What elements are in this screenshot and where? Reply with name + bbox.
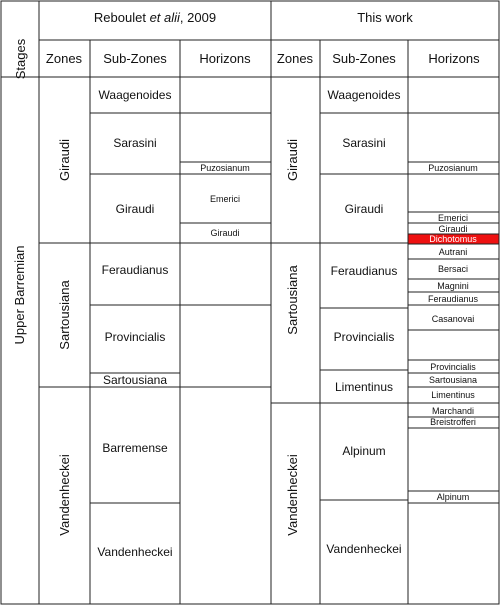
- horizon-right: Casanovai: [431, 314, 475, 324]
- zone-right: Vandenheckei: [285, 454, 300, 536]
- horizon-right: Bersaci: [437, 264, 469, 274]
- zone-left: Vandenheckei: [57, 454, 72, 536]
- zone-left: Sartousiana: [57, 280, 72, 350]
- horizon-right-highlighted: Dichotomus: [429, 234, 477, 244]
- zone-left: Giraudi: [57, 139, 72, 181]
- subzone-left: Barremense: [102, 441, 168, 455]
- horizon-right: Provincialis: [430, 362, 476, 372]
- subzone-left: Vandenheckei: [97, 545, 173, 559]
- horizons-header-left: Horizons: [199, 51, 251, 66]
- horizon-right: Feraudianus: [427, 294, 479, 304]
- subzone-left: Waagenoides: [98, 88, 172, 102]
- horizon-right: Marchandi: [431, 406, 475, 416]
- zones-header-left: Zones: [45, 51, 83, 66]
- subzones-header-left: Sub-Zones: [103, 51, 167, 66]
- subzone-right: Feraudianus: [330, 264, 398, 278]
- subzone-right: Limentinus: [334, 380, 394, 394]
- zones-header-right: Zones: [276, 51, 314, 66]
- horizon-right: Sartousiana: [428, 375, 478, 385]
- subzone-right: Giraudi: [344, 202, 384, 216]
- subzone-left: Sartousiana: [102, 373, 168, 387]
- subzone-right: Waagenoides: [327, 88, 401, 102]
- subzone-left: Feraudianus: [101, 263, 169, 277]
- subzones-header-right: Sub-Zones: [332, 51, 396, 66]
- horizon-right: Emerici: [437, 213, 469, 223]
- zone-right: Sartousiana: [285, 265, 300, 335]
- horizon-right: Autrani: [438, 247, 468, 257]
- subzone-right: Provincialis: [333, 330, 395, 344]
- subzone-left: Provincialis: [104, 330, 166, 344]
- stage-label: Upper Barremian: [12, 245, 27, 345]
- horizon-right: Alpinum: [436, 492, 470, 502]
- horizon-right: Puzosianum: [428, 163, 478, 173]
- subzone-right: Alpinum: [342, 444, 386, 458]
- right-title: This work: [357, 10, 413, 25]
- subzone-left: Sarasini: [113, 136, 157, 150]
- horizon-right: Magnini: [437, 281, 469, 291]
- horizon-left: Puzosianum: [200, 163, 250, 173]
- subzone-right: Sarasini: [342, 136, 386, 150]
- horizon-right: Breistrofferi: [430, 417, 476, 427]
- horizons-header-right: Horizons: [428, 51, 480, 66]
- horizon-right: Limentinus: [431, 390, 475, 400]
- left-title: Reboulet et alii, 2009: [93, 10, 217, 25]
- subzone-left: Giraudi: [115, 202, 155, 216]
- subzone-right: Vandenheckei: [326, 542, 402, 556]
- horizon-left: Emerici: [209, 194, 241, 204]
- horizon-right: Giraudi: [438, 224, 468, 234]
- stages-header: Stages: [13, 38, 28, 80]
- zone-right: Giraudi: [285, 139, 300, 181]
- horizon-left: Giraudi: [210, 228, 240, 238]
